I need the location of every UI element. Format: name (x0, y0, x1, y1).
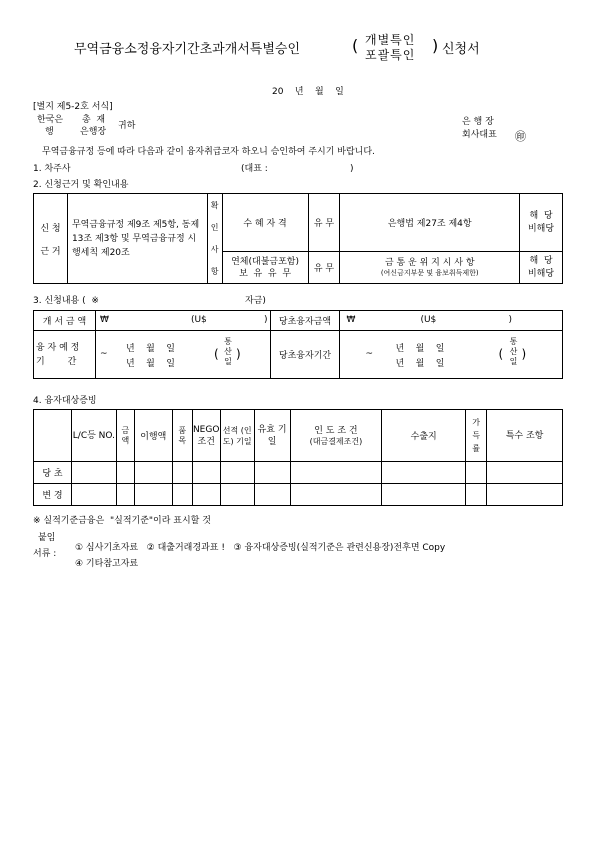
row2-yn: 유 무 (308, 252, 340, 284)
period-label-cell (34, 331, 96, 379)
row2-status-2: 비해당 (527, 268, 555, 279)
row-original-cell (134, 462, 172, 484)
row-original-cell (382, 462, 466, 484)
row-change-cell (220, 484, 254, 506)
application-table (33, 310, 563, 379)
confirm-label-cell (207, 194, 222, 284)
header-item: 품목 (172, 410, 192, 462)
title-paren-open: ( (352, 36, 359, 55)
attachments-line1: ① 심사기초자료 ② 대출거래경과표 ! ③ 융자대상증빙(실적기준은 관련신용장)전후면 Copy (75, 543, 446, 553)
row1-yn: 유 무 (308, 194, 340, 252)
orig-won: ₩ (346, 315, 356, 325)
orig-period-label: 당초융자기간 (270, 331, 340, 379)
section3-label: 3. 신청내용 ( ※ (33, 296, 99, 306)
row2-ref-1: 금 통 운 위 지 시 사 항 (384, 258, 475, 268)
addressee-line2a: 행 (45, 127, 54, 137)
applicant-bank-label: 은 행 장 (462, 117, 494, 127)
basis-label-cell (34, 194, 68, 284)
header-importer: 수출지 (382, 410, 466, 462)
period-tilde: ~ (99, 349, 108, 359)
row1-status-cell (520, 194, 563, 252)
open-amount-cell (95, 311, 270, 331)
row2-item-cell (222, 252, 308, 284)
attachments-label-1: 붙임 (38, 533, 56, 543)
open-amount-label: 개 서 금 액 (34, 311, 96, 331)
row-change-cell (172, 484, 192, 506)
date-line: 20 년 월 일 (272, 87, 344, 97)
addressee-line1a: 한국은 (37, 115, 64, 125)
period-paren-open: ( (213, 347, 219, 361)
intro-text: 무역금융규정 등에 따라 다음과 같이 융자취급코자 하오니 승인하여 주시기 바랍니다. (42, 147, 375, 157)
header-special: 특수 조항 (487, 410, 563, 462)
period-paren-close: ) (235, 347, 241, 361)
orig-usd: (U$ (420, 315, 437, 325)
basis-label-1: 신 청 (40, 223, 61, 234)
row2-status-cell (520, 252, 563, 284)
open-won: ₩ (99, 315, 109, 325)
row-original-cell (116, 462, 134, 484)
row2-ref-cell (340, 252, 520, 284)
applicant-company-label: 회사대표 (462, 130, 497, 140)
row-original-cell (220, 462, 254, 484)
basis-text-cell (67, 194, 207, 284)
open-usd-close: ) (263, 315, 268, 325)
row-original-cell (192, 462, 220, 484)
period-label-2: 기 간 (36, 356, 77, 367)
row-original-cell (290, 462, 382, 484)
section1-rep-close: ) (350, 164, 354, 174)
orig-period-start: 년 월 일 (395, 344, 445, 354)
orig-amount-label: 당초융자금액 (270, 311, 340, 331)
row-original-cell (466, 462, 487, 484)
seal-mark: ㊞ (515, 130, 526, 143)
row-change-cell (487, 484, 563, 506)
row-change-cell (116, 484, 134, 506)
addressee-line1b: 총 재 (82, 115, 106, 125)
section3-label-suffix: 자금) (245, 296, 266, 306)
row1-status-1: 해 당 (529, 210, 553, 221)
period-end: 년 월 일 (125, 359, 175, 369)
row-original-label: 당 초 (34, 462, 72, 484)
row2-item-2: 보 유 유 무 (239, 268, 292, 279)
title-paren-close: ) (432, 36, 439, 55)
basis-text: 무역금융규정 제9조 제5항, 동제13조 제3항 및 무역금융규정 시행세칙 제20조 (71, 219, 200, 258)
note-text: ※ 실적기준금융은 "실적기준"이라 표시할 것 (33, 516, 211, 526)
header-nego: NEGO 조건 (192, 410, 220, 462)
addressee-line2b: 은행장 (80, 127, 107, 137)
row-original-cell (487, 462, 563, 484)
title-option-individual: 개별특인 (365, 33, 416, 47)
orig-period-paren-close: ) (521, 347, 527, 361)
row2-ref-2: (여신금지부문 및 융보취득제한) (380, 269, 479, 277)
section2-label: 2. 신청근거 및 확인내용 (33, 180, 129, 190)
row-original-cell (71, 462, 116, 484)
row-change-cell (71, 484, 116, 506)
period-start: 년 월 일 (125, 344, 175, 354)
orig-period-cell (340, 331, 563, 379)
title-suffix: 신청서 (442, 42, 480, 57)
section1-rep: (대표 : (241, 164, 268, 174)
header-amount: 금액 (116, 410, 134, 462)
row-original-cell (254, 462, 290, 484)
open-usd: (U$ (190, 315, 207, 325)
row-change-cell (290, 484, 382, 506)
form-title (74, 38, 300, 57)
orig-amount-cell (340, 311, 563, 331)
title-main: 무역금융소정융자기간초과개서특별승인 (74, 42, 301, 57)
row-change-cell (254, 484, 290, 506)
addressee-honorific: 귀하 (118, 121, 136, 131)
section1-label: 1. 차주사 (33, 164, 71, 174)
section4-label: 4. 융자대상증빙 (33, 396, 97, 406)
basis-table (33, 193, 563, 284)
attachments-line2: ④ 기타참고자료 (75, 559, 139, 569)
evidence-table (33, 409, 563, 506)
evidence-corner (34, 410, 72, 462)
title-option-blanket: 포괄특인 (365, 48, 416, 62)
confirm-label: 확인사항 (210, 200, 219, 276)
attachments-label-2: 서류 : (33, 549, 57, 559)
row-change-cell (466, 484, 487, 506)
row-original-cell (172, 462, 192, 484)
row2-status-1: 해 당 (529, 255, 553, 266)
row1-status-2: 비해당 (527, 223, 555, 234)
row1-ref: 은행법 제27조 제4항 (340, 194, 520, 252)
header-rate: 가득률 (466, 410, 487, 462)
orig-period-end: 년 월 일 (395, 359, 445, 369)
row2-item-1: 연체(대불금포함) (231, 256, 299, 267)
row-change-cell (192, 484, 220, 506)
row-change-cell (134, 484, 172, 506)
period-label-1: 융 자 예 정 (36, 342, 80, 353)
form-number: [별지 제5-2호 서식] (33, 102, 113, 112)
basis-label-2: 근 거 (40, 246, 61, 257)
header-lc: L/C등 NO. (71, 410, 116, 462)
header-bank: 이행액 (134, 410, 172, 462)
header-valid: 유효 기일 (254, 410, 290, 462)
row-change-cell (382, 484, 466, 506)
period-total: 통산일 (224, 337, 232, 366)
row1-item: 수 혜 자 격 (222, 194, 308, 252)
period-cell (95, 331, 270, 379)
header-delivery: 인 도 조 건 (대금결제조건) (290, 410, 382, 462)
header-ship: 선적 (인도) 기일 (220, 410, 254, 462)
orig-usd-close: ) (508, 315, 512, 325)
orig-period-total: 통산일 (509, 337, 518, 366)
orig-period-tilde: ~ (365, 349, 373, 359)
orig-period-paren-open: ( (498, 347, 504, 361)
row-change-label: 변 경 (34, 484, 72, 506)
